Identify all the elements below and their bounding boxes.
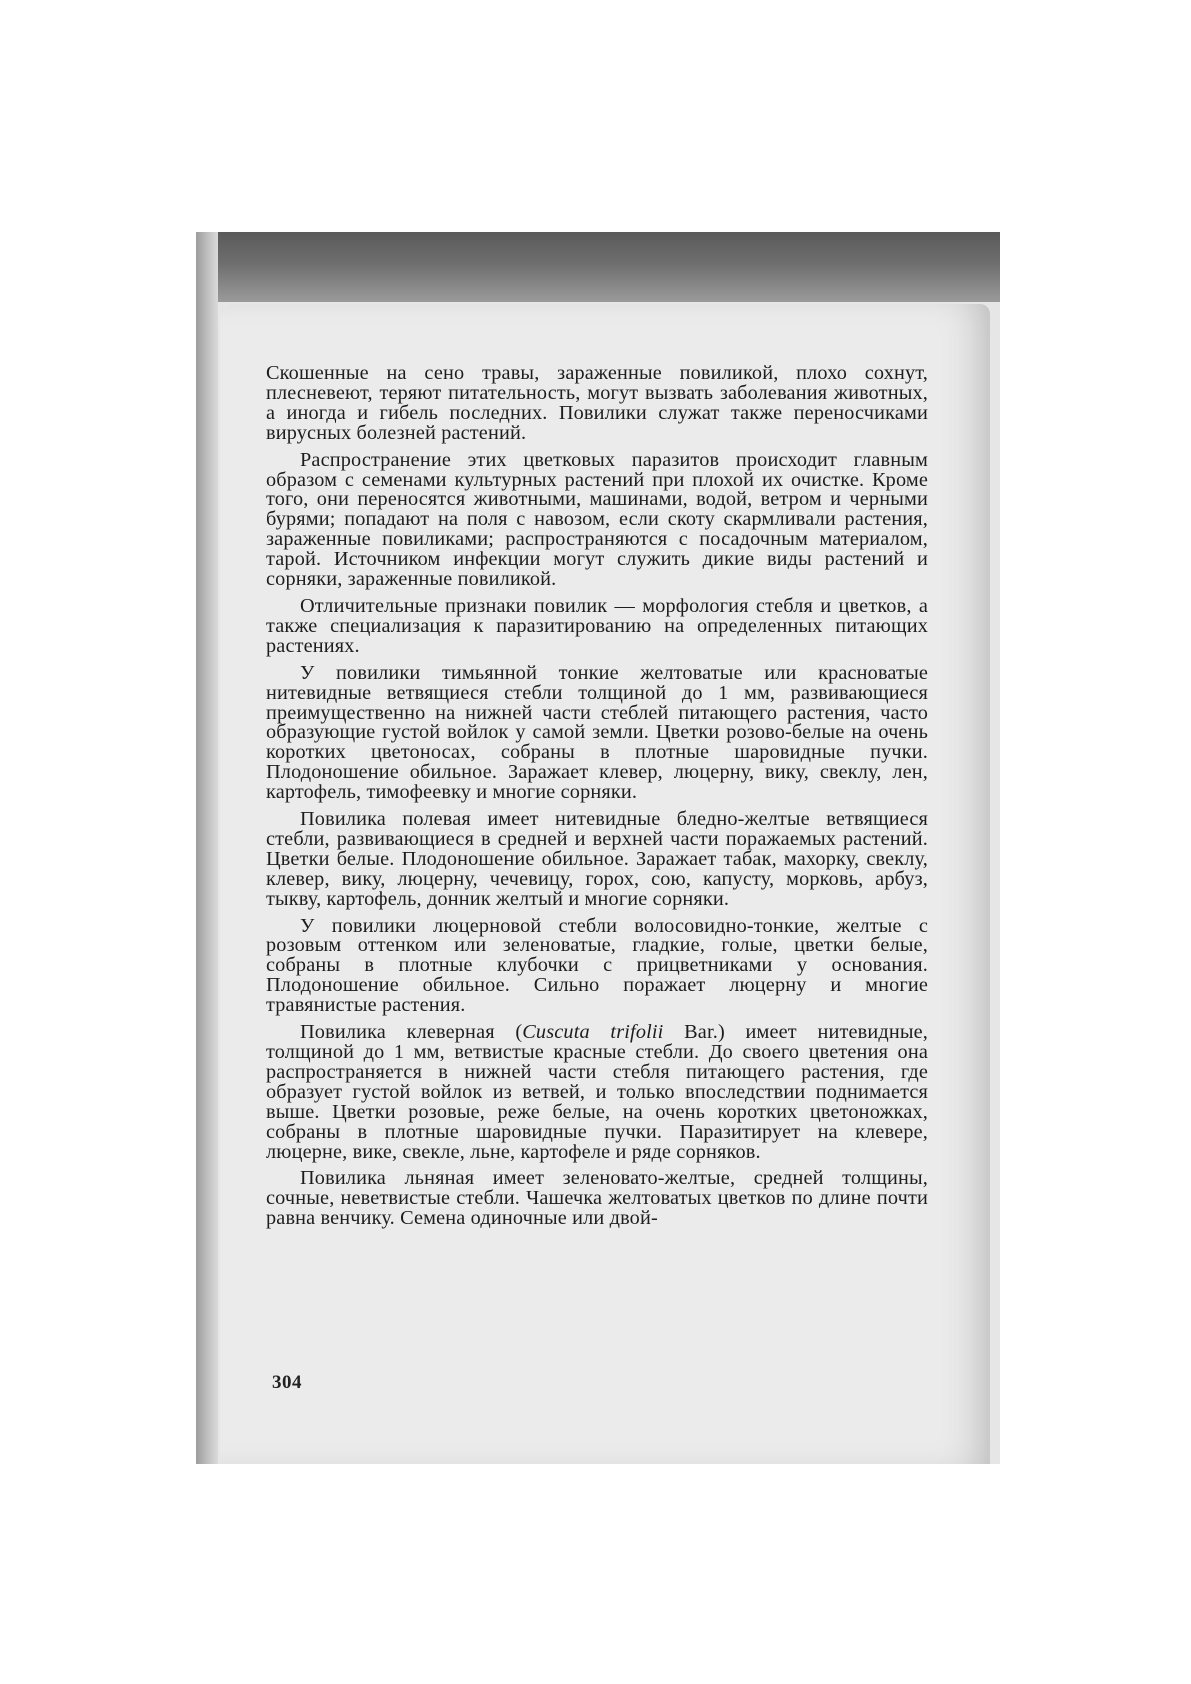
scan-shadow-band — [196, 232, 1000, 302]
paragraph: Распространение этих цветковых паразитов происходит главным образом с семенами культурных растений при плохой их очистке. Кроме того, они переносятся животными, машинами, водой, ветром и черными бурями; попадают на поля с навозом, если скоту скармливали растения, зараженные повиликами; распространяются с посадочным материалом, тарой. Источником инфекции могут служить дикие виды растений и сорняки, зараженные повиликой. — [266, 448, 928, 591]
paragraph — [266, 1023, 928, 1162]
body-text — [266, 364, 928, 1236]
paragraph: Отличительные признаки повилик — морфология стебля и цветков, а также специализация к паразитированию на определенных питающих растениях. — [266, 594, 928, 657]
paragraph: Повилика льняная имеет зеленовато-желтые, средней толщины, сочные, неветвистые стебли. Чашечка желтоватых цветков по длине почти равна венчику. Семена одиночные или двой- — [266, 1167, 928, 1230]
paragraph: Скошенные на сено травы, зараженные повиликой, плохо сохнут, плесневеют, теряют питательность, могут вызвать заболевания животных, а иногда и гибель последних. Повилики служат также переносчиками вирусных болезней растений. — [266, 362, 928, 444]
book-spine-edge — [196, 232, 218, 1464]
paragraph: Повилика полевая имеет нитевидные бледно-желтые ветвящиеся стебли, развивающиеся в средней и верхней части поражаемых растений. Цветки белые. Плодоношение обильное. Заражает табак, махорку, свеклу, клевер, вику, люцерну, чечевицу, горох, сою, капусту, морковь, арбуз, тыкву, картофель, донник желтый и многие сорняки. — [266, 808, 928, 910]
paragraph-text: Bar.) имеет нитевидные, толщиной до 1 мм, ветвистые красные стебли. До своего цветения она распространяется в нижней части стебля питающего растения, где образует густой войлок из ветвей, и только впоследствии поднимается выше. Цветки розовые, реже белые, на очень коротких цветоножках, собраны в плотные шаровидные пучки. Паразитирует на клевере, люцерне, вике, свекле, льне, картофеле и ряде сорняков. — [266, 1021, 928, 1163]
paragraph-text: Повилика клеверная ( — [300, 1021, 523, 1044]
paragraph: У повилики люцерновой стебли волосовидно-тонкие, желтые с розовым оттенком или зеленоватые, гладкие, голые, цветки белые, собраны в плотные клубочки с прицветниками у основания. Плодоношение обильное. Сильно поражает люцерну и многие травянистые растения. — [266, 914, 928, 1017]
paragraph: У повилики тимьянной тонкие желтоватые или красноватые нитевидные ветвящиеся стебли толщиной до 1 мм, развивающиеся преимущественно на нижней части стеблей питающего растения, часто образующие густой войлок у самой земли. Цветки розово-белые на очень коротких цветоносах, собраны в плотные шаровидные пучки. Плодоношение обильное. Заражает клевер, люцерну, вику, свеклу, лен, картофель, тимофеевку и многие сорняки. — [266, 661, 928, 804]
page-number: 304 — [272, 1372, 302, 1393]
latin-species-name: Cuscuta trifolii — [522, 1021, 664, 1044]
